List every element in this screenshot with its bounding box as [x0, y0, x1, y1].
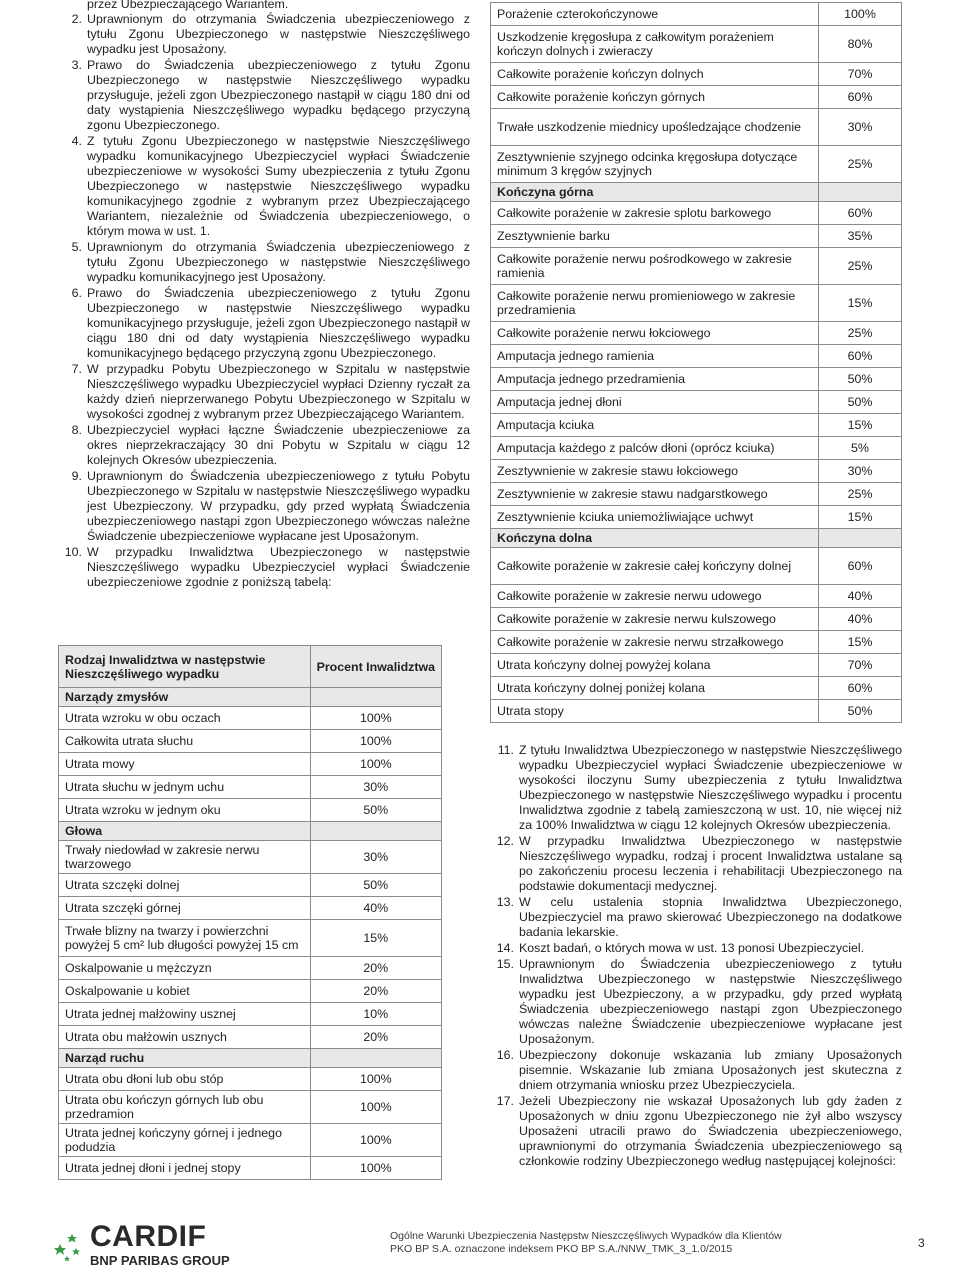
disability-type: Oskalpowanie u kobiet — [59, 980, 311, 1003]
table-row — [59, 1003, 442, 1026]
disability-percent: 100% — [310, 1157, 441, 1180]
disability-percent: 15% — [819, 506, 902, 529]
table-row — [491, 608, 902, 631]
table-row — [59, 1091, 442, 1124]
table-row — [59, 841, 442, 874]
disability-type: Utrata szczęki górnej — [59, 897, 311, 920]
table-row — [59, 707, 442, 730]
disability-percent: 100% — [310, 707, 441, 730]
disability-percent — [310, 688, 441, 707]
disability-percent: 60% — [819, 677, 902, 700]
disability-type: Utrata wzroku w obu oczach — [59, 707, 311, 730]
disability-type: Całkowite porażenie w zakresie nerwu strzałkowego — [491, 631, 819, 654]
footer-document-info: Ogólne Warunki Ubezpieczenia Następstw Nieszczęśliwych Wypadków dla Klientów PKO BP S.A. oznaczone indeksem PKO BP S.A./NNW_TMK_3_1.0/2015 — [390, 1230, 782, 1255]
disability-percent: 50% — [819, 391, 902, 414]
disability-percent: 15% — [819, 285, 902, 322]
list-item: 3. Prawo do Świadczenia ubezpieczeniowego z tytułu Zgonu Ubezpieczonego w następstwie Nieszczęśliwego wypadku przysługuje, jeżeli zgon Ubezpieczonego nastąpił w ciągu 180 dni od daty wystąpienia Nieszczęśliwego wypadku będącego przyczyną zgonu Ubezpieczonego. — [71, 58, 470, 132]
disability-type: Amputacja kciuka — [491, 414, 819, 437]
list-item: 2. Uprawnionym do otrzymania Świadczenia ubezpieczeniowego z tytułu Zgonu Ubezpieczonego w następstwie Nieszczęśliwego wypadku jest Uposażony. — [71, 12, 470, 56]
list-item: 5. Uprawnionym do otrzymania Świadczenia ubezpieczeniowego z tytułu Zgonu Ubezpieczonego w następstwie Nieszczęśliwego wypadku komunikacyjnego jest Uposażony. — [71, 240, 470, 284]
disability-type: Trwałe blizny na twarzy i powierzchni powyżej 5 cm² lub długości powyżej 15 cm — [59, 920, 311, 957]
left-column — [58, 0, 470, 591]
disability-type: Trwałe uszkodzenie miednicy upośledzające chodzenie — [491, 109, 819, 146]
right-column — [490, 2, 902, 1170]
table-row — [491, 63, 902, 86]
table-row — [59, 776, 442, 799]
table-row — [491, 437, 902, 460]
disability-type: Zesztywnienie w zakresie stawu nadgarstkowego — [491, 483, 819, 506]
table-row — [59, 1124, 442, 1157]
list-item: 16. Ubezpieczony dokonuje wskazania lub zmiany Uposażonych pisemnie. Wskazanie lub zmiana Uposażonych jest skuteczna z dniem otrzymania wniosku przez Ubezpieczyciela. — [496, 1048, 902, 1092]
section-heading: Narząd ruchu — [59, 1049, 311, 1068]
disability-percent: 20% — [310, 980, 441, 1003]
disability-type: Utrata jednej kończyny górnej i jednego podudzia — [59, 1124, 311, 1157]
disability-percent: 30% — [819, 460, 902, 483]
disability-percent: 5% — [819, 437, 902, 460]
disability-percent: 20% — [310, 957, 441, 980]
table-row — [491, 548, 902, 585]
disability-type: Zesztywnienie barku — [491, 225, 819, 248]
table-row — [491, 109, 902, 146]
disability-percent: 100% — [310, 1124, 441, 1157]
disability-percent: 40% — [310, 897, 441, 920]
disability-type: Utrata jednej dłoni i jednej stopy — [59, 1157, 311, 1180]
disability-type: Uszkodzenie kręgosłupa z całkowitym porażeniem kończyn dolnych i zwieraczy — [491, 26, 819, 63]
disability-percent: 40% — [819, 585, 902, 608]
disability-percent: 25% — [819, 248, 902, 285]
disability-type: Utrata jednej małżowiny usznej — [59, 1003, 311, 1026]
disability-percent — [819, 529, 902, 548]
disability-percent: 100% — [310, 753, 441, 776]
list-item: 7. W przypadku Pobytu Ubezpieczonego w Szpitalu w następstwie Nieszczęśliwego wypadku Ubezpieczyciel wypłaci Dzienny ryczałt za każdy dzień nieprzerwanego Pobytu Ubezpieczonego w Szpitalu w wysokości zgodnej z wybranym przez Ubezpieczającego Wariantem. — [71, 362, 470, 421]
disability-percent: 70% — [819, 63, 902, 86]
table-row — [491, 322, 902, 345]
disability-percent: 100% — [819, 3, 902, 26]
disability-percent: 40% — [819, 608, 902, 631]
disability-percent: 80% — [819, 26, 902, 63]
disability-percent: 100% — [310, 1068, 441, 1091]
disability-type: Utrata obu małżowin usznych — [59, 1026, 311, 1049]
table-row — [59, 1157, 442, 1180]
table-row — [491, 202, 902, 225]
table-row — [491, 483, 902, 506]
disability-type: Całkowite porażenie nerwu promieniowego w zakresie przedramienia — [491, 285, 819, 322]
cardif-stars-logo-icon — [52, 1226, 86, 1266]
table-section-row — [491, 529, 902, 548]
section-heading: Kończyna górna — [491, 183, 819, 202]
disability-type: Utrata obu kończyn górnych lub obu przedramion — [59, 1091, 311, 1124]
disability-type: Utrata wzroku w jednym oku — [59, 799, 311, 822]
list-item-continuation: przez Ubezpieczającego Wariantem. — [87, 0, 289, 11]
disability-type: Zesztywnienie szyjnego odcinka kręgosłupa dotyczące minimum 3 kręgów szyjnych — [491, 146, 819, 183]
table-row — [59, 799, 442, 822]
disability-type: Utrata kończyny dolnej poniżej kolana — [491, 677, 819, 700]
disability-type: Całkowite porażenie w zakresie całej kończyny dolnej — [491, 548, 819, 585]
disability-percent: 100% — [310, 730, 441, 753]
table-row — [59, 1068, 442, 1091]
list-item: 4. Z tytułu Zgonu Ubezpieczonego w następstwie Nieszczęśliwego wypadku komunikacyjnego Ubezpieczyciel wypłaci Świadczenie ubezpieczeniowe w wysokości Sumy ubezpieczenia z tytułu Zgonu Ubezpieczonego w następstwie Nieszczęśliwego wypadku komunikacyjnego zgodnie z wybranym przez Ubezpieczającego Wariantem, niezależnie od Świadczenia ubezpieczeniowego, o którym mowa w ust. 1. — [71, 134, 470, 238]
table-row — [491, 86, 902, 109]
disability-percent: 50% — [310, 874, 441, 897]
disability-percent — [310, 1049, 441, 1068]
table-section-row — [59, 1049, 442, 1068]
table-row — [59, 980, 442, 1003]
table-section-row — [491, 183, 902, 202]
disability-type: Zesztywnienie kciuka uniemożliwiające uchwyt — [491, 506, 819, 529]
disability-table-left — [58, 645, 442, 1180]
page-number: 3 — [918, 1236, 925, 1250]
list-item: 12. W przypadku Inwalidztwa Ubezpieczonego w następstwie Nieszczęśliwego wypadku, rodzaj i procent Inwalidztwa ustalane są po zakończeniu procesu leczenia i rehabilitacji Ubezpieczonego na podstawie dokumentacji medycznej. — [496, 834, 902, 893]
disability-percent: 25% — [819, 146, 902, 183]
list-item: 17. Jeżeli Ubezpieczony nie wskazał Uposażonych lub gdy żaden z Uposażonych w dniu zgonu Ubezpieczonego nie żył albo wszyscy Uposażeni utracili prawo do Świadczenia ubezpieczeniowego, uprawnionymi do otrzymania Świadczenia ubezpieczeniowego są członkowie rodziny Ubezpieczonego według następującej kolejności: — [496, 1094, 902, 1168]
numbered-list-left — [58, 12, 470, 590]
header-type: Rodzaj Inwalidztwa w następstwie Nieszczęśliwego wypadku — [59, 646, 311, 688]
disability-percent: 60% — [819, 202, 902, 225]
disability-type: Całkowite porażenie nerwu łokciowego — [491, 322, 819, 345]
table-row — [59, 753, 442, 776]
table-row — [59, 874, 442, 897]
disability-type: Całkowite porażenie nerwu pośrodkowego w zakresie ramienia — [491, 248, 819, 285]
disability-type: Utrata obu dłoni lub obu stóp — [59, 1068, 311, 1091]
list-item: 11. Z tytułu Inwalidztwa Ubezpieczonego w następstwie Nieszczęśliwego wypadku Ubezpieczyciel wypłaci Świadczenie ubezpieczeniowe w wysokości iloczynu Sumy ubezpieczenia z tytułu Inwalidztwa Ubezpieczonego w następstwie Nieszczęśliwego wypadku i procentu Inwalidztwa zgodnie z tabelą zamieszczoną w ust. 10, nie więcej niż za 100% Inwalidztwa w ciągu 12 kolejnych Okresów ubezpieczenia. — [497, 743, 902, 832]
disability-percent: 100% — [310, 1091, 441, 1124]
disability-type: Całkowite porażenie w zakresie nerwu kulszowego — [491, 608, 819, 631]
table-row — [59, 1026, 442, 1049]
list-item: 9. Uprawnionym do Świadczenia ubezpieczeniowego z tytułu Pobytu Ubezpieczonego w Szpitalu w następstwie Nieszczęśliwego wypadku jest Ubezpieczony. W przypadku, gdy przed wypłatą Świadczenia ubezpieczeniowego nastąpi zgon Ubezpieczonego wówczas należne Świadczenie ubezpieczeniowe wypłacane jest Uposażonym. — [71, 469, 470, 543]
disability-percent: 30% — [310, 841, 441, 874]
table-row — [491, 3, 902, 26]
disability-type: Całkowite porażenie kończyn górnych — [491, 86, 819, 109]
list-item: 15. Uprawnionym do Świadczenia ubezpieczeniowego z tytułu Inwalidztwa Ubezpieczonego w następstwie Nieszczęśliwego wypadku jest Ubezpieczony, a w przypadku, gdy przed wypłatą Świadczenia ubezpieczeniowego nastąpi zgon Ubezpieczonego wówczas należne Świadczenie ubezpieczeniowe wypłacane jest Uposażonym. — [496, 957, 902, 1046]
disability-table-right — [490, 2, 902, 723]
table-row — [491, 391, 902, 414]
disability-type: Porażenie czterokończynowe — [491, 3, 819, 26]
disability-percent: 50% — [310, 799, 441, 822]
table-section-row — [59, 688, 442, 707]
disability-percent: 30% — [310, 776, 441, 799]
table-section-row — [59, 822, 442, 841]
disability-percent: 60% — [819, 548, 902, 585]
page-footer — [0, 1200, 960, 1288]
disability-type: Całkowite porażenie kończyn dolnych — [491, 63, 819, 86]
disability-type: Amputacja jednej dłoni — [491, 391, 819, 414]
brand-name: CARDIF — [90, 1220, 207, 1253]
disability-type: Utrata słuchu w jednym uchu — [59, 776, 311, 799]
disability-percent: 10% — [310, 1003, 441, 1026]
disability-percent: 15% — [819, 631, 902, 654]
section-heading: Kończyna dolna — [491, 529, 819, 548]
disability-type: Całkowite porażenie w zakresie splotu barkowego — [491, 202, 819, 225]
disability-type: Amputacja każdego z palców dłoni (oprócz kciuka) — [491, 437, 819, 460]
list-item: 10. W przypadku Inwalidztwa Ubezpieczonego w następstwie Nieszczęśliwego wypadku Ubezpieczyciel wypłaci Świadczenie ubezpieczeniowe zgodnie z poniższą tabelą: — [64, 545, 470, 589]
table-row — [59, 730, 442, 753]
brand-subtitle: BNP PARIBAS GROUP — [90, 1253, 230, 1268]
disability-percent: 25% — [819, 322, 902, 345]
disability-percent: 20% — [310, 1026, 441, 1049]
numbered-list-right — [490, 743, 902, 1169]
section-heading: Narządy zmysłów — [59, 688, 311, 707]
disability-type: Utrata kończyny dolnej powyżej kolana — [491, 654, 819, 677]
table-row — [491, 414, 902, 437]
section-heading: Głowa — [59, 822, 311, 841]
list-item: 6. Prawo do Świadczenia ubezpieczeniowego z tytułu Zgonu Ubezpieczonego w następstwie Nieszczęśliwego wypadku komunikacyjnego przysługuje, jeżeli zgon Ubezpieczonego nastąpił w ciągu 180 dni od daty wystąpienia Nieszczęśliwego wypadku komunikacyjnego będącego przyczyną zgonu Ubezpieczonego. — [71, 286, 470, 360]
disability-type: Utrata stopy — [491, 700, 819, 723]
table-row — [491, 700, 902, 723]
disability-type: Utrata szczęki dolnej — [59, 874, 311, 897]
disability-type: Amputacja jednego ramienia — [491, 345, 819, 368]
table-row — [491, 285, 902, 322]
disability-percent: 50% — [819, 700, 902, 723]
table-row — [491, 248, 902, 285]
disability-percent — [819, 183, 902, 202]
disability-percent: 60% — [819, 345, 902, 368]
table-row — [491, 345, 902, 368]
table-row — [491, 225, 902, 248]
disability-percent — [310, 822, 441, 841]
list-item: 14. Koszt badań, o których mowa w ust. 13 ponosi Ubezpieczyciel. — [496, 941, 865, 955]
disability-type: Amputacja jednego przedramienia — [491, 368, 819, 391]
disability-type: Całkowita utrata słuchu — [59, 730, 311, 753]
disability-percent: 70% — [819, 654, 902, 677]
disability-percent: 50% — [819, 368, 902, 391]
table-row — [491, 654, 902, 677]
list-item: 13. W celu ustalenia stopnia Inwalidztwa Ubezpieczonego, Ubezpieczyciel ma prawo skierować Ubezpieczonego na dodatkowe badania lekarskie. — [496, 895, 902, 939]
disability-type: Oskalpowanie u mężczyzn — [59, 957, 311, 980]
disability-percent: 35% — [819, 225, 902, 248]
cardif-logo — [90, 1222, 230, 1268]
table-row — [59, 957, 442, 980]
list-item: 8. Ubezpieczyciel wypłaci łączne Świadczenie ubezpieczeniowe za okres nieprzekraczający 30 dni Pobytu w Szpitalu w ciągu 12 kolejnych Okresów ubezpieczenia. — [71, 423, 470, 467]
disability-percent: 15% — [819, 414, 902, 437]
table-row — [59, 897, 442, 920]
table-row — [491, 26, 902, 63]
disability-percent: 25% — [819, 483, 902, 506]
disability-type: Trwały niedowład w zakresie nerwu twarzowego — [59, 841, 311, 874]
disability-percent: 60% — [819, 86, 902, 109]
disability-percent: 30% — [819, 109, 902, 146]
disability-type: Całkowite porażenie w zakresie nerwu udowego — [491, 585, 819, 608]
table-row — [59, 920, 442, 957]
table-row — [491, 368, 902, 391]
table-row — [491, 146, 902, 183]
table-header-row — [59, 646, 442, 688]
table-row — [491, 460, 902, 483]
disability-type: Utrata mowy — [59, 753, 311, 776]
header-percent: Procent Inwalidztwa — [310, 646, 441, 688]
table-row — [491, 585, 902, 608]
table-row — [491, 677, 902, 700]
table-row — [491, 631, 902, 654]
disability-type: Zesztywnienie w zakresie stawu łokciowego — [491, 460, 819, 483]
table-row — [491, 506, 902, 529]
disability-percent: 15% — [310, 920, 441, 957]
